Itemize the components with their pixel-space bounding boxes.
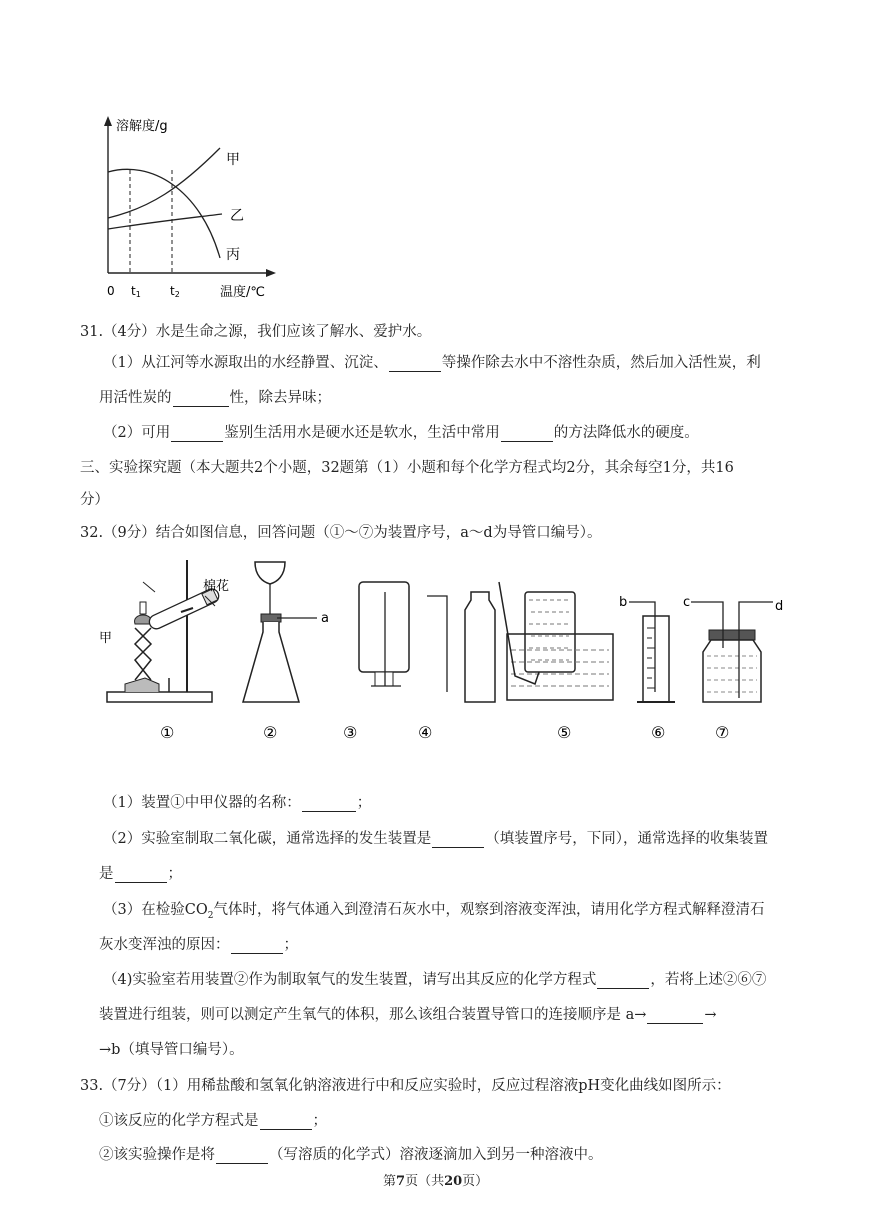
answer-blank[interactable] <box>432 832 484 848</box>
page-footer: 第7页（共20页） <box>383 1174 489 1189</box>
curve-label-jia: 甲 <box>226 152 240 168</box>
t2-label: t2 <box>170 284 180 299</box>
origin-label: 0 <box>107 284 115 298</box>
q32-part3-line1: （3）在检验$CO_2$气体时，将气体通入到澄清石灰水中，观察到溶液变浑浊，请用化学方程式解释澄清石 <box>103 902 765 921</box>
app-label-3: ③ <box>343 723 358 742</box>
q31-part1-line1: （1）从江河等水源取出的水经静置、沉淀、 等操作除去水中不溶性杂质，然后加入活性炭，利 <box>103 355 761 371</box>
answer-blank[interactable] <box>115 867 167 883</box>
q32-part4-line3: →b（填导管口编号）。 <box>99 1042 244 1058</box>
q31-heading: 31.（4分）水是生命之源，我们应该了解水、爱护水。 <box>80 324 432 340</box>
page-number: 7 <box>396 1174 406 1189</box>
q32-part1: （1）装置①中甲仪器的名称： ； <box>103 795 372 811</box>
apparatus-6 <box>619 595 675 702</box>
curve-jia <box>108 148 220 218</box>
apparatus-2 <box>243 562 329 702</box>
curve-label-bing: 丙 <box>226 247 240 263</box>
page-total: 20 <box>444 1174 463 1189</box>
apparatus-5 <box>499 582 613 700</box>
answer-blank[interactable] <box>173 391 229 407</box>
x-axis-label: 温度/℃ <box>220 285 265 300</box>
section3-line1: 三、实验探究题（本大题共2个小题，32题第（1）小题和每个化学方程式均2分，其余每空1分，共16 <box>80 460 734 476</box>
fig-label-jia: 甲 <box>99 631 113 646</box>
app-label-1: ① <box>160 723 175 742</box>
answer-blank[interactable] <box>231 938 283 954</box>
app-label-6: ⑥ <box>651 723 666 742</box>
answer-blank[interactable] <box>260 1114 312 1130</box>
q32-part4-line1: （4)实验室若用装置②作为制取氧气的发生装置，请写出其反应的化学方程式 ，若将上述②⑥⑦ <box>103 972 767 988</box>
app-label-2: ② <box>263 723 278 742</box>
fig-label-b: b <box>619 595 628 610</box>
answer-blank[interactable] <box>597 973 649 989</box>
fig-label-a: a <box>321 611 329 626</box>
fig-label-c: c <box>683 595 691 610</box>
apparatus-4 <box>427 592 495 702</box>
answer-blank[interactable] <box>389 356 441 372</box>
q32-part4-line2: 装置进行组装，则可以测定产生氧气的体积，那么该组合装置导管口的连接顺序是 a→ → <box>99 1007 717 1023</box>
q32-part3-line2: 灰水变浑浊的原因： ； <box>99 937 298 953</box>
section3-line2: 分） <box>80 492 109 508</box>
q32-heading: 32.（9分）结合如图信息，回答问题（①～⑦为装置序号，a～d为导管口编号）。 <box>80 525 602 541</box>
answer-blank[interactable] <box>216 1148 268 1164</box>
apparatus-3 <box>359 582 409 686</box>
q31-part1-line2: 用活性炭的 性，除去异味； <box>99 390 331 406</box>
fig-label-cotton: 棉花 <box>203 579 230 594</box>
q32-part2-line2: 是 ； <box>99 866 182 882</box>
apparatus-7 <box>683 595 783 702</box>
app-label-7: ⑦ <box>715 723 730 742</box>
q32-part2-line1: （2）实验室制取二氧化碳，通常选择的发生装置是 （填装置序号，下同），通常选择的收集装置 <box>103 831 768 847</box>
app-label-4: ④ <box>418 723 433 742</box>
answer-blank[interactable] <box>647 1008 703 1024</box>
q33-line1: ①该反应的化学方程式是 ； <box>99 1113 327 1129</box>
answer-blank[interactable] <box>501 426 553 442</box>
q33-line2: ②该实验操作是将 （写溶质的化学式）溶液逐滴加入到另一种溶液中。 <box>99 1147 603 1163</box>
solubility-graph <box>90 108 290 303</box>
apparatus-1 <box>99 560 229 702</box>
answer-blank[interactable] <box>171 426 223 442</box>
q33-heading: 33.（7分）（1）用稀盐酸和氢氧化钠溶液进行中和反应实验时，反应过程溶液pH变化曲线如图所示： <box>80 1078 731 1094</box>
app-label-5: ⑤ <box>557 723 572 742</box>
curve-label-yi: 乙 <box>230 208 244 224</box>
y-axis-label: 溶解度/g <box>116 119 168 134</box>
q31-part2: （2）可用 鉴别生活用水是硬水还是软水，生活中常用 的方法降低水的硬度。 <box>103 425 699 441</box>
apparatus-figure <box>95 552 785 752</box>
fig-label-d: d <box>775 599 784 614</box>
answer-blank[interactable] <box>302 796 356 812</box>
t1-label: t1 <box>131 284 141 299</box>
